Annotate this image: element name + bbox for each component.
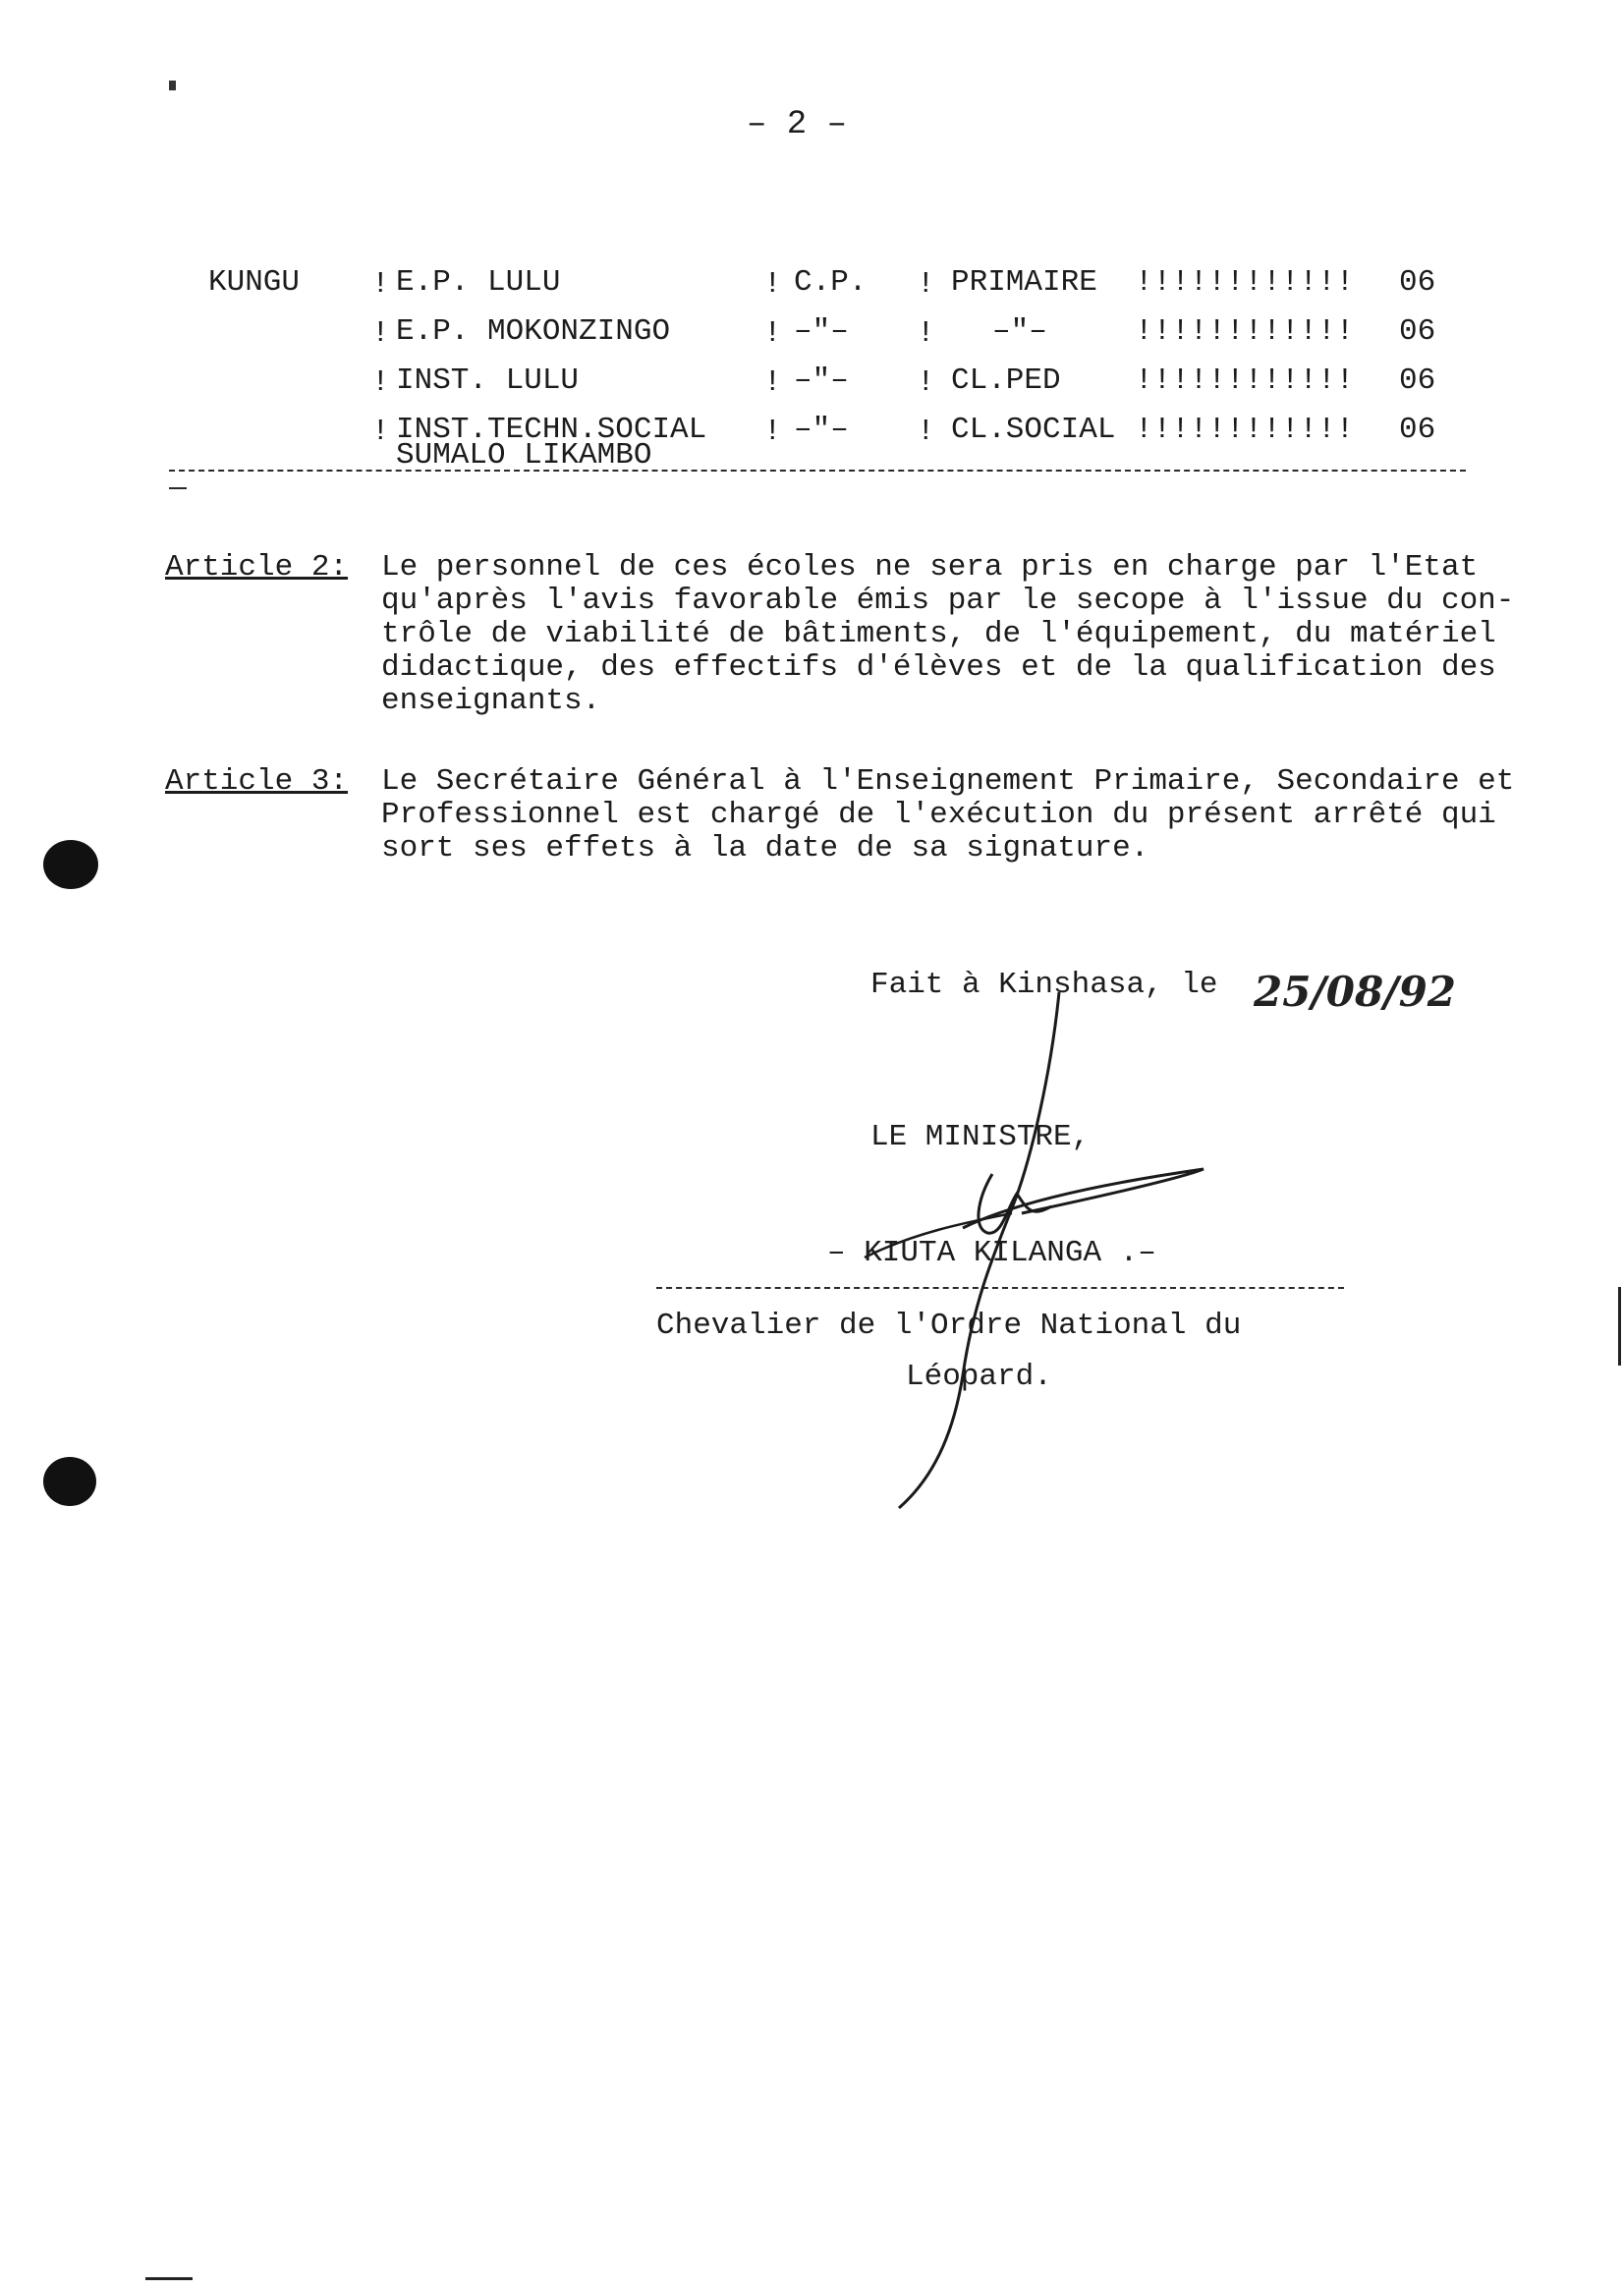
code-cell: 06 [1399,265,1436,300]
code-cell: 06 [1399,413,1436,447]
edge-mark [1618,1287,1621,1366]
signatory-title: LE MINISTRE, [870,1120,1091,1154]
signature-rule [656,1287,1344,1289]
table-bottom-rule [169,470,1466,472]
level-cell: –"– [992,314,1047,349]
column-separator: ! [763,316,782,351]
level-cell: PRIMAIRE [951,265,1097,300]
article-line: didactique, des effectifs d'élèves et de la qualification des [381,650,1496,685]
column-separator: ! [371,267,390,302]
article-line: trôle de viabilité de bâtiments, de l'équipement, du matériel [381,617,1496,651]
fill-marks: !!!!!!!!!!!! [1135,265,1355,300]
school-cell: E.P. MOKONZINGO [396,314,671,349]
signatory-name: – KIUTA KILANGA .– [827,1236,1156,1270]
column-separator: ! [917,415,935,449]
table-row [0,316,1624,356]
table-row [0,415,1624,474]
level-cell: CL.PED [951,363,1061,398]
page-number: – 2 – [747,106,848,143]
column-separator: ! [371,415,390,449]
place-date: Fait à Kinshasa, le [870,968,1218,1002]
punch-hole [43,840,98,889]
district-cell: KUNGU [208,265,301,300]
distinction-line: Chevalier de l'Ordre National du [656,1309,1242,1343]
column-separator: ! [917,316,935,351]
punch-hole [43,1457,96,1506]
handwritten-date: 25/08/92 [1254,968,1457,1016]
network-cell: –"– [794,363,849,398]
distinction-line: Léopard. [906,1360,1052,1394]
article-label: Article 2: [165,550,349,585]
fill-marks: !!!!!!!!!!!! [1135,363,1355,398]
fill-marks: !!!!!!!!!!!! [1135,314,1355,349]
code-cell: 06 [1399,314,1436,349]
article-line: qu'après l'avis favorable émis par le secope à l'issue du con- [381,584,1515,618]
column-separator: ! [371,316,390,351]
code-cell: 06 [1399,363,1436,398]
school-cell: INST.TECHN.SOCIAL [396,413,707,447]
article-line: sort ses effets à la date de sa signature. [381,831,1149,866]
school-cell-line2: SUMALO LIKAMBO [396,438,652,473]
rule-tick [169,487,187,489]
column-separator: ! [917,365,935,400]
network-cell: –"– [794,314,849,349]
column-separator: ! [763,365,782,400]
article-line: Professionnel est chargé de l'exécution du présent arrêté qui [381,798,1496,832]
article-label: Article 3: [165,764,349,799]
edge-mark [145,2277,193,2280]
column-separator: ! [917,267,935,302]
article-line: Le personnel de ces écoles ne sera pris en charge par l'Etat [381,550,1479,585]
table-row [0,267,1624,307]
column-separator: ! [763,267,782,302]
fill-marks: !!!!!!!!!!!! [1135,413,1355,447]
school-cell: INST. LULU [396,363,580,398]
article-line: Le Secrétaire Général à l'Enseignement Primaire, Secondaire et [381,764,1515,799]
column-separator: ! [763,415,782,449]
school-cell: E.P. LULU [396,265,561,300]
table-row [0,365,1624,405]
network-cell: C.P. [794,265,868,300]
article-line: enseignants. [381,684,601,718]
network-cell: –"– [794,413,849,447]
column-separator: ! [371,365,390,400]
level-cell: CL.SOCIAL [951,413,1116,447]
scan-mark [169,81,176,90]
